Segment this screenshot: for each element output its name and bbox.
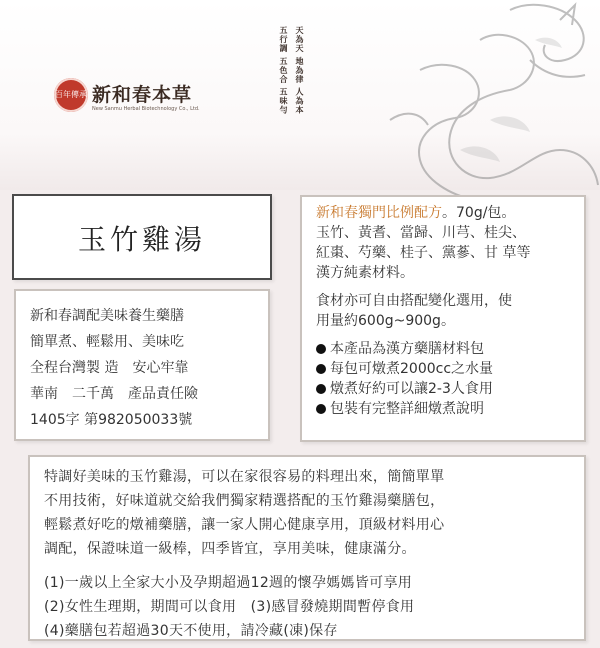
note-line: (4)藥膳包若超過30天不使用，請冷藏(凍)保存 bbox=[44, 623, 338, 639]
spec-bullet-item bbox=[316, 399, 576, 419]
spec-line: 漢方純素材料。 bbox=[316, 265, 414, 281]
bullet-icon bbox=[316, 344, 326, 354]
spec-formula-line bbox=[316, 203, 576, 223]
description-line: 調配，保證味道一級棒，四季皆宜，享用美味，健康滿分。 bbox=[44, 541, 416, 557]
motto-text: 五味勻 bbox=[279, 87, 289, 115]
spec-line: 食材亦可自由搭配變化選用，使 bbox=[316, 293, 512, 309]
motto-text: 五行調 bbox=[279, 26, 289, 53]
intro-line: 1405字 第982050033號 bbox=[30, 412, 193, 428]
spec-bullet-item bbox=[316, 359, 576, 379]
brand-seal-logo bbox=[54, 78, 88, 112]
spec-line: 用量約600g~900g。 bbox=[316, 313, 455, 329]
description-line: 輕鬆煮好吃的燉補藥膳，讓一家人開心健康享用，頂級材料用心 bbox=[44, 517, 445, 533]
motto-text: 五色合 bbox=[279, 56, 289, 84]
intro-line: 新和春調配美味養生藥膳 bbox=[30, 308, 184, 324]
motto-text: 地為律 bbox=[295, 56, 305, 84]
formula-weight: 。70g/包。 bbox=[442, 205, 516, 221]
note-line: (1)一歲以上全家大小及孕期超過12週的懷孕媽媽皆可享用 bbox=[44, 575, 413, 591]
motto-column-2 bbox=[278, 26, 290, 115]
formula-highlight: 新和春獨門比例配方 bbox=[316, 205, 442, 221]
bullet-text: 每包可燉煮2000cc之水量 bbox=[330, 361, 494, 377]
spec-line: 紅棗、芍藥、桂子、黨蔘、甘 草等 bbox=[316, 245, 531, 261]
intro-box bbox=[14, 289, 270, 441]
spec-box bbox=[300, 195, 586, 442]
spec-bullet-item bbox=[316, 339, 576, 359]
intro-line: 簡單煮、輕鬆用、美味吃 bbox=[30, 334, 184, 350]
brand-name: 新和春本草 bbox=[92, 84, 193, 106]
spec-bullet-item bbox=[316, 379, 576, 399]
bullet-text: 本產品為漢方藥膳材料包 bbox=[330, 341, 484, 357]
description-line: 特調好美味的玉竹雞湯，可以在家很容易的料理出來，簡簡單單 bbox=[44, 469, 445, 485]
intro-line: 華南 二千萬 產品責任險 bbox=[30, 386, 198, 402]
description-box bbox=[28, 455, 586, 641]
intro-line: 全程台灣製 造 安心牢靠 bbox=[30, 360, 189, 376]
spec-line: 玉竹、黃耆、當歸、川芎、桂尖、 bbox=[316, 225, 526, 241]
motto-column-1 bbox=[294, 26, 306, 115]
bullet-text: 包裝有完整詳細燉煮說明 bbox=[330, 401, 484, 417]
product-title: 玉竹雞湯 bbox=[77, 223, 206, 256]
motto-text: 人為本 bbox=[295, 87, 305, 115]
bullet-text: 燉煮好約可以讓2-3人食用 bbox=[330, 381, 493, 397]
seal-text: 百年傳承 bbox=[55, 90, 87, 99]
brand-english-name: New Sanmu Herbal Biotechnology Co., Ltd. bbox=[92, 106, 200, 112]
motto-text: 天為天 bbox=[295, 26, 305, 53]
bullet-icon bbox=[316, 384, 326, 394]
title-box bbox=[12, 194, 272, 280]
note-line: (2)女性生理期，期間可以食用 (3)感冒發燒期間暫停食用 bbox=[44, 599, 415, 615]
bullet-icon bbox=[316, 404, 326, 414]
description-line: 不用技術，好味道就交給我們獨家精選搭配的玉竹雞湯藥膳包， bbox=[44, 493, 445, 509]
bullet-icon bbox=[316, 364, 326, 374]
